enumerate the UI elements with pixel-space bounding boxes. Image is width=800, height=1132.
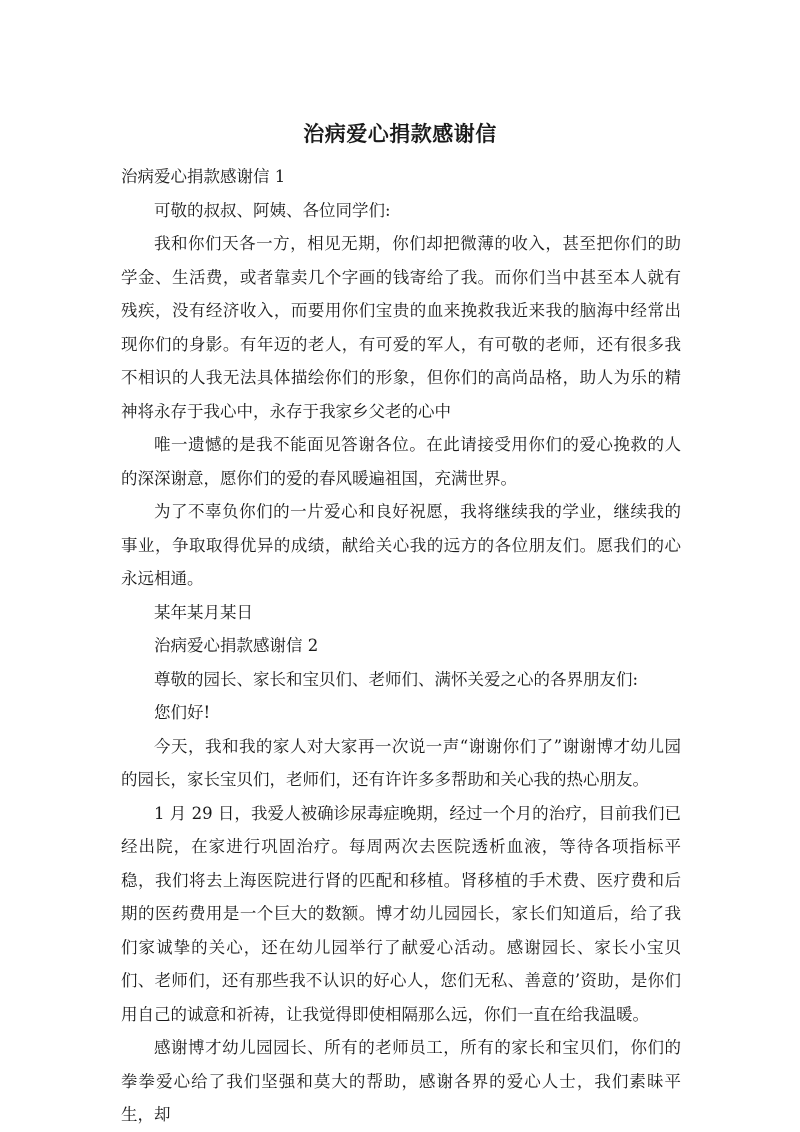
salutation: 尊敬的园长、家长和宝贝们、老师们、满怀关爱之心的各界朋友们: <box>154 669 639 689</box>
document-title: 治病爱心捐款感谢信 <box>303 122 497 146</box>
paragraph: 1 月 29 日，我爱人被确诊尿毒症晚期，经过一个月的治疗，目前我们已经出院，在家进行巩固治疗。每周两次去医院透析血液，等待各项指标平稳，我们将去上海医院进行肾的匹配和移植。肾移植的手术费、医疗费和后期的医药费用是一个巨大的数额。博才幼儿园园长，家长们知道后，给了我们家诚挚的关心，还在幼儿园举行了献爱心活动。感谢园长、家长小宝贝们、老师们，还有那些我不认识的好心人，您们无私、善意的’资助，是你们用自己的诚意和祈祷，让我觉得即使相隔那么远，你们一直在给我温暖。 <box>121 803 681 1024</box>
document-body <box>121 160 681 1132</box>
paragraph: 感谢博才幼儿园园长、所有的老师员工，所有的家长和宝贝们，你们的拳拳爱心给了我们坚强和莫大的帮助，感谢各界的爱心人士，我们素昧平生，却 <box>121 1038 681 1124</box>
paragraph: 为了不辜负你们的一片爱心和良好祝愿，我将继续我的学业，继续我的事业，争取取得优异的成绩，献给关心我的远方的各位朋友们。愿我们的心永远相通。 <box>121 502 681 588</box>
paragraph: 今天，我和我的家人对大家再一次说一声“谢谢你们了”谢谢博才幼儿园的园长，家长宝贝们，老师们，还有许许多多帮助和关心我的热心朋友。 <box>121 736 681 789</box>
paragraph: 可敬的叔叔、阿姨、各位同学们: <box>154 200 391 220</box>
date-line: 某年某月某日 <box>154 602 253 622</box>
greeting: 您们好! <box>154 703 211 722</box>
paragraph: 我和你们天各一方，相见无期，你们却把微薄的收入，甚至把你们的助学金、生活费，或者靠卖几个字画的钱寄给了我。而你们当中甚至本人就有残疾，没有经济收入，而要用你们宝贵的血来挽救我近来我的脑海中经常出现你们的身影。有年迈的老人，有可爱的军人，有可敬的老师，还有很多我不相识的人我无法具体描绘你们的形象，但你们的高尚品格，助人为乐的精神将永存于我心中，永存于我家乡父老的心中 <box>121 234 681 421</box>
section-heading: 治病爱心捐款感谢信 2 <box>154 636 319 655</box>
paragraph: 治病爱心捐款感谢信 1 <box>121 167 286 186</box>
paragraph: 唯一遗憾的是我不能面见答谢各位。在此请接受用你们的爱心挽救的人的深深谢意，愿你们的爱的春风暖遍祖国，充满世界。 <box>121 435 681 488</box>
